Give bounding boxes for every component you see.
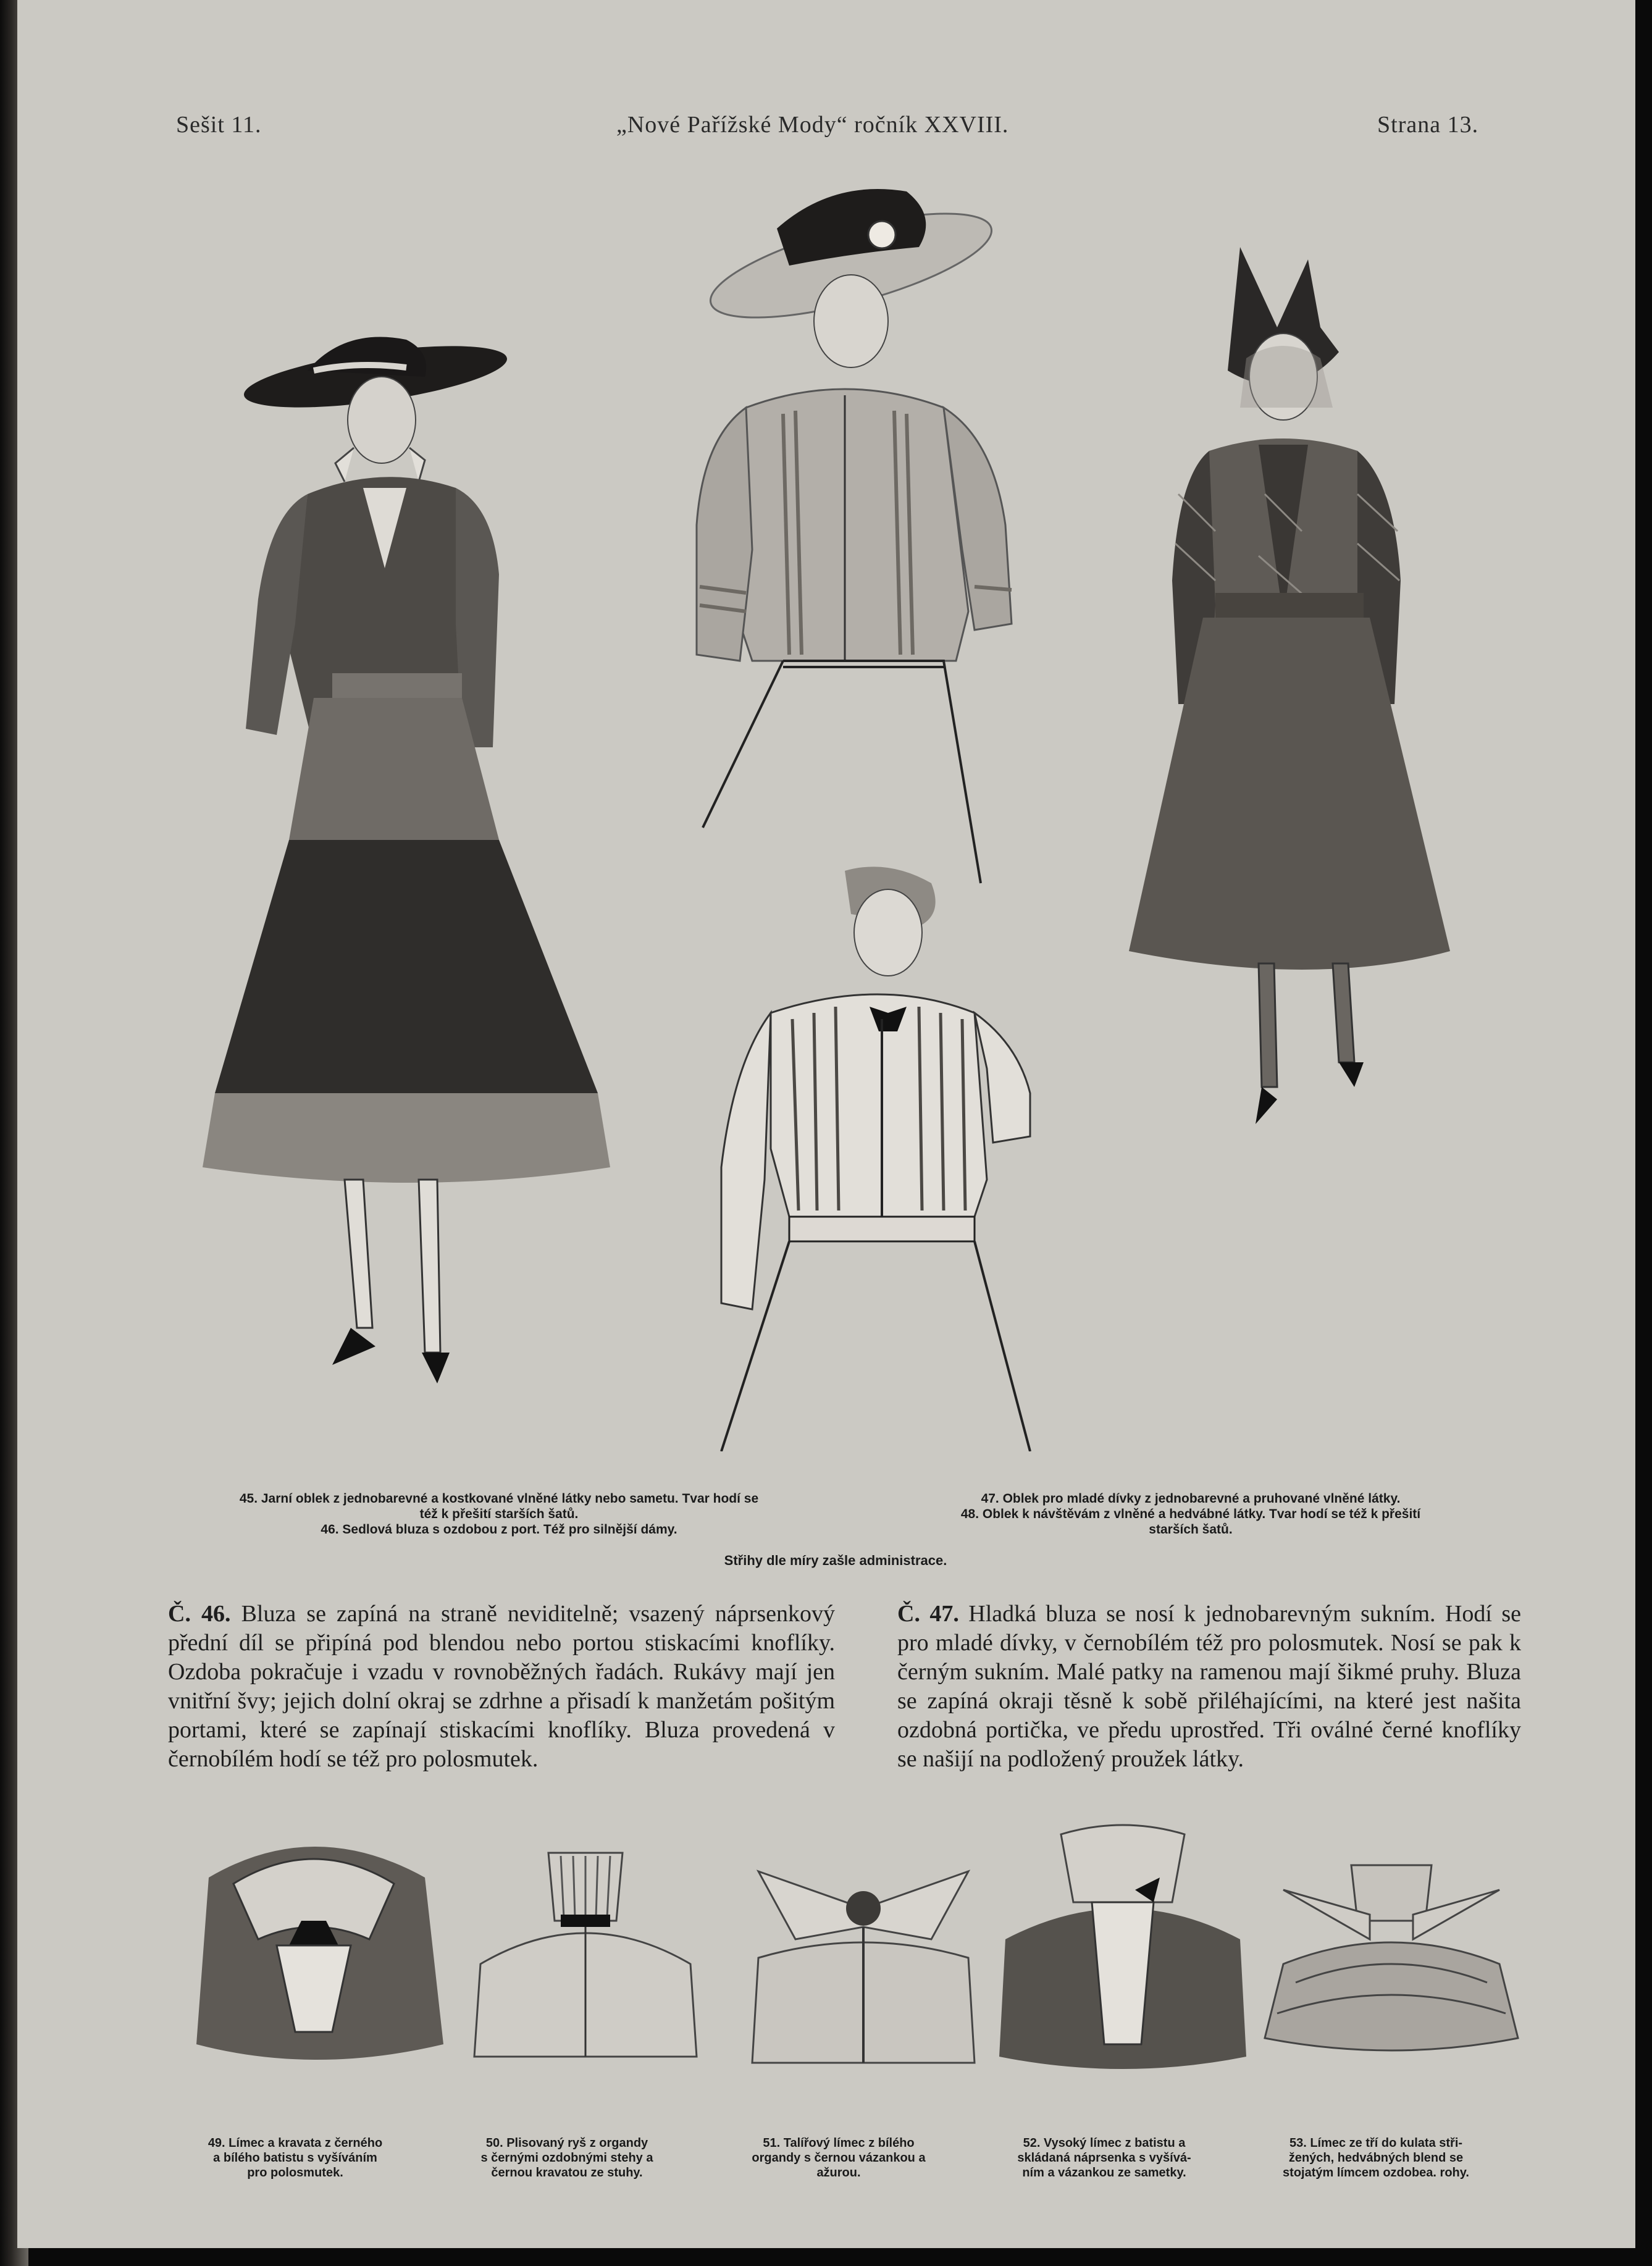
caption-48-line1: 48. Oblek k návštěvám z vlněné a hedvábné látky. Tvar hodí se též k přešití [960,1507,1421,1521]
caption-51-line2: organdy s černou vázankou a [752,2151,926,2165]
caption-51 [715,2136,962,2180]
collar-53-illustration [1259,1853,1524,2057]
article-47 [897,1600,1521,1774]
magazine-page [17,0,1635,2248]
article-47-number: Č. 47. [897,1601,959,1627]
caption-52-line3: ním a vázankou ze sametky. [1022,2166,1186,2180]
figure-46-illustration [647,179,1092,889]
caption-49-line1: 49. Límec a kravata z černého [208,2136,383,2150]
caption-47-48 [839,1491,1543,1537]
article-47-text: Hladká bluza se nosí k jednobarevným sukním. Hodí se pro mladé dívky, v černobílém též pro polosmutek. Nosí se pak k černým sukním. Malé patky na ramenou mají šikmé pruhy. Bluza se zapíná okraji těsně k sobě přiléhajícími, na které jest našita ozdobná portička, ve předu uprostřed. Tři oválné černé knoflíky se našijí na podložený proužek látky. [897,1601,1522,1772]
caption-49-line2: a bílého batistu s vyšíváním [213,2151,377,2165]
caption-50-line2: s černými ozdobnými stehy a [480,2151,653,2165]
caption-50 [443,2136,690,2180]
caption-53-line3: stojatým límcem ozdobea. rohy. [1283,2166,1469,2180]
patterns-note: Střihy dle míry zašle administrace. [724,1553,947,1568]
article-46-text: Bluza se zapíná na straně neviditelně; vsazený náprsenkový přední díl se připíná pod blendou nebo portou stiskacími knoflíky. Ozdoba pokračuje i vzadu v rovnoběžných řadách. Rukávy mají jen vnitřní švy; jejich dolní okraj se zdrhne a přisadí k manžetám pošitým portami, které se zapínají stiskacími knoflíky. Bluza provedená v černobílém hodí se též pro polosmutek. [168,1601,835,1772]
caption-45-line1: 45. Jarní oblek z jednobarevné a kostkované vlněné látky nebo sametu. Tvar hodí se [239,1492,759,1506]
caption-49 [172,2136,419,2180]
article-46 [168,1600,835,1774]
figure-48-illustration [1104,235,1549,1322]
article-46-paragraph [168,1600,835,1774]
article-46-number: Č. 46. [168,1601,231,1627]
caption-53 [1246,2136,1506,2180]
caption-51-line1: 51. Talířový límec z bílého [763,2136,915,2150]
caption-52-line2: skládaná náprsenka s vyšívá- [1017,2151,1191,2165]
caption-51-line3: ažurou. [816,2166,861,2180]
caption-53-line2: žených, hedvábných blend se [1288,2151,1464,2165]
caption-50-line3: černou kravatou ze stuhy. [491,2166,643,2180]
figure-47-illustration [684,858,1092,1451]
caption-49-line3: pro polosmutek. [247,2166,343,2180]
collar-51-illustration [746,1859,981,2075]
issue-number: Sešit 11. [176,112,262,138]
figure-45-illustration [203,303,647,1383]
article-47-paragraph [897,1600,1521,1774]
caption-48-line2: starších šatů. [1149,1522,1233,1537]
collar-49-illustration [184,1822,450,2081]
magazine-title: „Nové Pařížské Mody“ ročník XXVIII. [616,112,1009,138]
caption-50-line1: 50. Plisovaný ryš z organdy [485,2136,648,2150]
caption-47: 47. Oblek pro mladé dívky z jednobarevné a pruhované vlněné látky. [981,1492,1401,1506]
collar-50-illustration [468,1840,703,2075]
page-header [17,111,1635,148]
caption-52 [981,2136,1228,2180]
caption-45-line2: též k přešití starších šatů. [419,1507,579,1521]
caption-52-line1: 52. Vysoký límec z batistu a [1023,2136,1186,2150]
caption-45 [147,1491,851,1537]
caption-46: 46. Sedlová bluza s ozdobou z port. Též pro silnější dámy. [321,1522,677,1537]
page-number: Strana 13. [1377,112,1479,138]
collar-52-illustration [993,1822,1252,2081]
caption-53-line1: 53. Límec ze tří do kulata stři- [1289,2136,1463,2150]
